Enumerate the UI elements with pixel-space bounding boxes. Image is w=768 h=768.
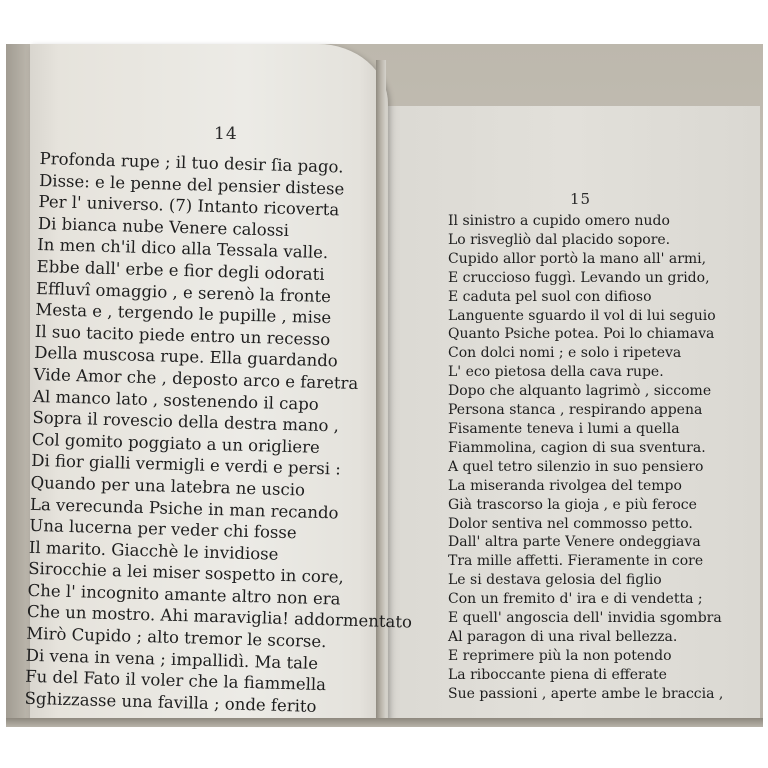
text-line: In men ch'il dico alla Tessala valle.: [37, 235, 329, 263]
text-line: Con dolci nomi ; e solo i ripeteva: [448, 345, 682, 362]
text-line: Fiammolina, cagion di sua sventura.: [448, 439, 706, 456]
text-line: Che l' incognito amante altro non era: [27, 580, 341, 609]
text-line: Effluvî omaggio , e serenò la fronte: [35, 278, 332, 306]
text-line: Già trascorso la gioja , e più feroce: [448, 496, 697, 513]
text-line: Quando per una latebra ne uscio: [30, 472, 306, 500]
text-line: Per l' universo. (7) Intanto ricoverta: [38, 192, 340, 220]
text-line: Il marito. Giacchè le invidiose: [28, 537, 279, 564]
text-line: La riboccante piena di efferate: [448, 666, 667, 683]
text-line: Cupido allor portò la mano all' armi,: [448, 250, 707, 267]
text-line: Vide Amor che , deposto arco e faretra: [33, 364, 359, 393]
text-line: A quel tetro silenzio in suo pensiero: [448, 458, 704, 475]
text-line: Disse: e le penne del pensier distese: [38, 170, 345, 199]
right-page-number: 15: [570, 190, 592, 208]
text-line: Sue passioni , aperte ambe le braccia ,: [448, 685, 724, 702]
text-line: Dolor sentiva nel commosso petto.: [448, 515, 693, 532]
text-line: Di bianca nube Venere calossi: [37, 213, 290, 240]
left-page-number: 14: [214, 124, 238, 144]
text-line: Sghizzasse una favilla ; onde ferito: [24, 688, 317, 716]
text-line: Il suo tacito piede entro un recesso: [34, 321, 331, 349]
text-line: Sopra il rovescio della destra mano ,: [32, 408, 340, 436]
text-line: Mesta e , tergendo le pupille , mise: [35, 300, 332, 328]
text-line: E cruccioso fuggì. Levando un grido,: [448, 269, 710, 286]
text-line: La miseranda rivolgea del tempo: [448, 477, 682, 494]
text-line: Della muscosa rupe. Ella guardando: [34, 343, 338, 371]
text-line: Fu del Fato il voler che la fiammella: [24, 667, 327, 695]
text-line: Languente sguardo il vol di lui seguio: [448, 307, 716, 324]
text-line: Quanto Psiche potea. Poi lo chiamava: [448, 326, 715, 343]
text-line: Al paragon di una rival bellezza.: [448, 628, 678, 645]
text-line: L' eco pietosa della cava rupe.: [448, 364, 664, 381]
text-line: Con un fremito d' ira e di vendetta ;: [448, 591, 703, 608]
text-line: Sirocchie a lei miser sospetto in core,: [27, 559, 344, 587]
text-line: Lo risvegliò dal placido sopore.: [448, 231, 671, 248]
text-line: E reprimere più la non potendo: [448, 647, 672, 664]
text-line: Persona stanca , respirando appena: [448, 402, 703, 419]
text-line: E caduta pel suol con difioso: [448, 288, 652, 305]
text-line: Al manco lato , sostenendo il capo: [32, 386, 320, 414]
text-line: Il sinistro a cupido omero nudo: [448, 213, 670, 229]
text-line: Che un mostro. Ahi maraviglia! addormentato: [26, 602, 413, 633]
left-page-text: [24, 148, 425, 720]
text-line: E quell' angoscia dell' invidia sgombra: [448, 610, 722, 627]
text-line: Una lucerna per veder chi fosse: [29, 515, 297, 543]
text-line: Dopo che alquanto lagrimò , siccome: [448, 383, 712, 400]
text-line: Mirò Cupido ; alto tremor le scorse.: [26, 623, 327, 652]
right-page-text: [448, 212, 723, 704]
text-line: Le si destava gelosia del figlio: [448, 572, 662, 589]
text-line: Ebbe dall' erbe e fior degli odorati: [36, 256, 325, 284]
text-line: Fisamente teneva i lumi a quella: [448, 420, 680, 437]
text-line: Tra mille affetti. Fieramente in core: [448, 553, 704, 570]
bottom-shadow: [6, 718, 763, 727]
text-line: Col gomito poggiato a un origliere: [31, 429, 321, 457]
text-line: Dall' altra parte Venere ondeggiava: [448, 534, 701, 551]
text-line: Profonda rupe ; il tuo desir ſia pago.: [39, 148, 344, 177]
text-line: Di vena in vena ; impallidì. Ma tale: [25, 645, 319, 673]
text-line: Di fior gialli vermigli e verdi e persi :: [31, 451, 342, 479]
text-line: La verecunda Psiche in man recando: [29, 494, 339, 522]
